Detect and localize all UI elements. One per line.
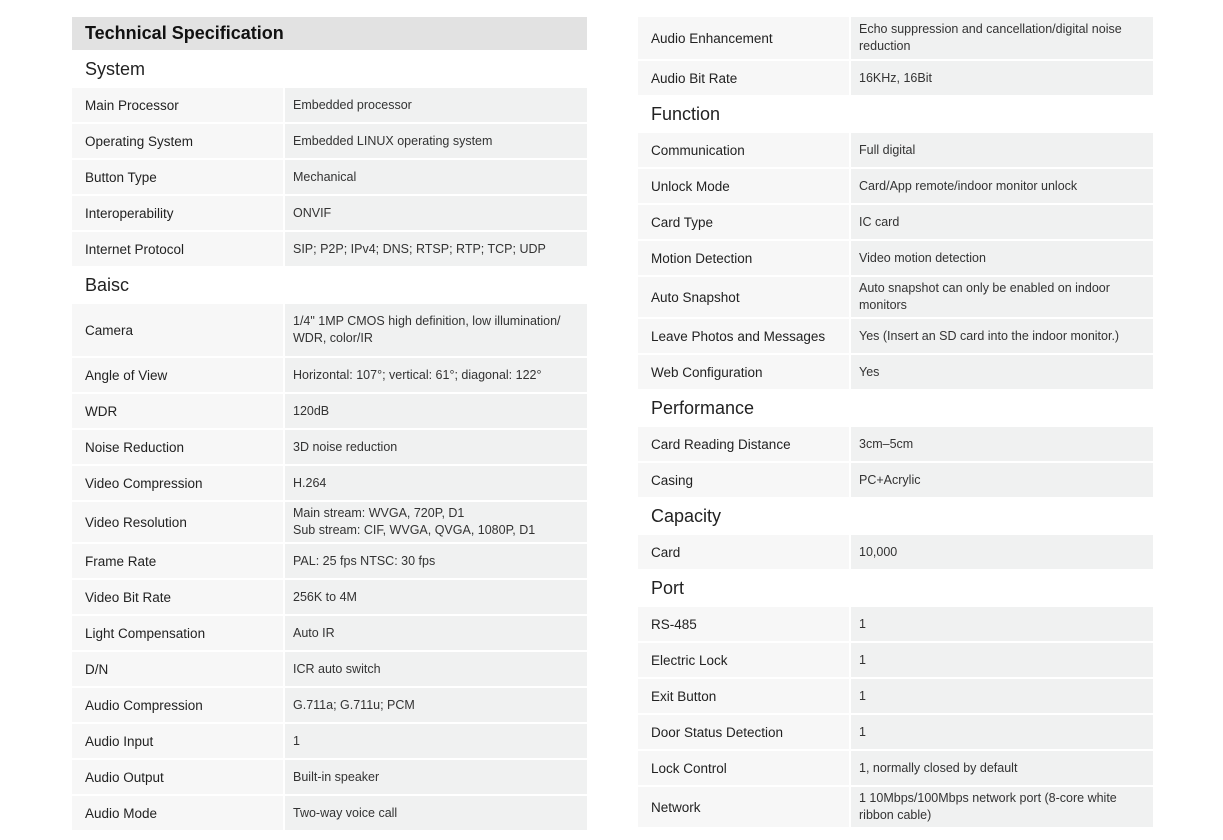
spec-label: Card Type (638, 205, 849, 239)
page-title: Technical Specification (72, 17, 587, 50)
spec-row (72, 760, 587, 794)
spec-row (72, 394, 587, 428)
section-title: System (85, 58, 146, 79)
spec-value: Main stream: WVGA, 720P, D1 Sub stream: CIF, WVGA, QVGA, 1080P, D1 (285, 502, 587, 542)
section-title: Performance (651, 397, 755, 418)
spec-row (72, 796, 587, 830)
spec-row (72, 724, 587, 758)
spec-value: Full digital (851, 133, 1153, 167)
spec-row (72, 430, 587, 464)
spec-value: 1/4" 1MP CMOS high definition, low illumination/ WDR, color/IR (285, 304, 587, 356)
spec-value: 16KHz, 16Bit (851, 61, 1153, 95)
spec-value: 1 (851, 715, 1153, 749)
spec-label: Lock Control (638, 751, 849, 785)
spec-value: Video motion detection (851, 241, 1153, 275)
spec-row (638, 751, 1153, 785)
spec-value: Auto IR (285, 616, 587, 650)
spec-label: Video Bit Rate (72, 580, 283, 614)
spec-row (638, 133, 1153, 167)
spec-row (72, 652, 587, 686)
spec-label: Light Compensation (72, 616, 283, 650)
spec-row (72, 232, 587, 266)
spec-row (638, 463, 1153, 497)
spec-label: Camera (72, 304, 283, 356)
spec-value: 1 (285, 724, 587, 758)
spec-label: Internet Protocol (72, 232, 283, 266)
spec-value: 1, normally closed by default (851, 751, 1153, 785)
section-title: Capacity (651, 505, 722, 526)
spec-value: 3D noise reduction (285, 430, 587, 464)
spec-value: Embedded processor (285, 88, 587, 122)
spec-label: Card (638, 535, 849, 569)
spec-label: Angle of View (72, 358, 283, 392)
spec-value: Echo suppression and cancellation/digital noise reduction (851, 17, 1153, 59)
spec-value: G.711a; G.711u; PCM (285, 688, 587, 722)
spec-row (72, 688, 587, 722)
spec-row (638, 787, 1153, 827)
spec-value: 3cm–5cm (851, 427, 1153, 461)
spec-label: Audio Bit Rate (638, 61, 849, 95)
left-column (72, 17, 587, 832)
spec-row (72, 580, 587, 614)
spec-value: H.264 (285, 466, 587, 500)
spec-label: Video Resolution (72, 502, 283, 542)
spec-row (72, 616, 587, 650)
spec-label: Audio Enhancement (638, 17, 849, 59)
spec-label: Frame Rate (72, 544, 283, 578)
spec-row (72, 466, 587, 500)
spec-label: Main Processor (72, 88, 283, 122)
spec-value: Yes (Insert an SD card into the indoor monitor.) (851, 319, 1153, 353)
spec-row (638, 679, 1153, 713)
spec-label: Network (638, 787, 849, 827)
spec-label: Door Status Detection (638, 715, 849, 749)
spec-value: 120dB (285, 394, 587, 428)
spec-row (72, 544, 587, 578)
spec-row (638, 241, 1153, 275)
spec-label: Web Configuration (638, 355, 849, 389)
spec-row (72, 88, 587, 122)
spec-value: ICR auto switch (285, 652, 587, 686)
spec-row (638, 427, 1153, 461)
spec-value: Two-way voice call (285, 796, 587, 830)
spec-label: Motion Detection (638, 241, 849, 275)
spec-label: Communication (638, 133, 849, 167)
spec-label: Unlock Mode (638, 169, 849, 203)
spec-label: Card Reading Distance (638, 427, 849, 461)
spec-value: Card/App remote/indoor monitor unlock (851, 169, 1153, 203)
spec-label: D/N (72, 652, 283, 686)
spec-row (638, 277, 1153, 317)
spec-row (72, 358, 587, 392)
spec-label: Audio Mode (72, 796, 283, 830)
spec-row (638, 17, 1153, 59)
section-title: Port (651, 577, 685, 598)
spec-label: Leave Photos and Messages (638, 319, 849, 353)
spec-value: 1 (851, 607, 1153, 641)
spec-label: Electric Lock (638, 643, 849, 677)
spec-value: 1 (851, 643, 1153, 677)
spec-label: Auto Snapshot (638, 277, 849, 317)
spec-value: Horizontal: 107°; vertical: 61°; diagonal: 122° (285, 358, 587, 392)
spec-row (72, 502, 587, 542)
spec-label: Noise Reduction (72, 430, 283, 464)
spec-value: Yes (851, 355, 1153, 389)
spec-label: RS-485 (638, 607, 849, 641)
spec-value: 1 10Mbps/100Mbps network port (8-core white ribbon cable) (851, 787, 1153, 827)
spec-row (638, 61, 1153, 95)
spec-label: Audio Compression (72, 688, 283, 722)
spec-row (638, 205, 1153, 239)
right-column (638, 17, 1153, 829)
spec-label: Casing (638, 463, 849, 497)
spec-value: SIP; P2P; IPv4; DNS; RTSP; RTP; TCP; UDP (285, 232, 587, 266)
spec-row (72, 304, 587, 356)
spec-row (72, 124, 587, 158)
spec-row (72, 160, 587, 194)
section-title: Function (651, 103, 721, 124)
spec-label: Button Type (72, 160, 283, 194)
spec-row (638, 319, 1153, 353)
spec-label: Audio Input (72, 724, 283, 758)
spec-row (638, 535, 1153, 569)
spec-row (638, 643, 1153, 677)
spec-label: Exit Button (638, 679, 849, 713)
section-title: Baisc (85, 274, 130, 295)
spec-row (72, 196, 587, 230)
spec-label: Operating System (72, 124, 283, 158)
spec-label: Interoperability (72, 196, 283, 230)
spec-row (638, 169, 1153, 203)
spec-value: Embedded LINUX operating system (285, 124, 587, 158)
spec-value: 10,000 (851, 535, 1153, 569)
spec-row (638, 607, 1153, 641)
spec-value: Built-in speaker (285, 760, 587, 794)
spec-value: 1 (851, 679, 1153, 713)
spec-row (638, 355, 1153, 389)
spec-value: Mechanical (285, 160, 587, 194)
spec-value: 256K to 4M (285, 580, 587, 614)
spec-value: ONVIF (285, 196, 587, 230)
spec-label: Audio Output (72, 760, 283, 794)
spec-value: Auto snapshot can only be enabled on indoor monitors (851, 277, 1153, 317)
spec-value: PAL: 25 fps NTSC: 30 fps (285, 544, 587, 578)
spec-value: IC card (851, 205, 1153, 239)
spec-value: PC+Acrylic (851, 463, 1153, 497)
spec-label: Video Compression (72, 466, 283, 500)
spec-label: WDR (72, 394, 283, 428)
spec-row (638, 715, 1153, 749)
